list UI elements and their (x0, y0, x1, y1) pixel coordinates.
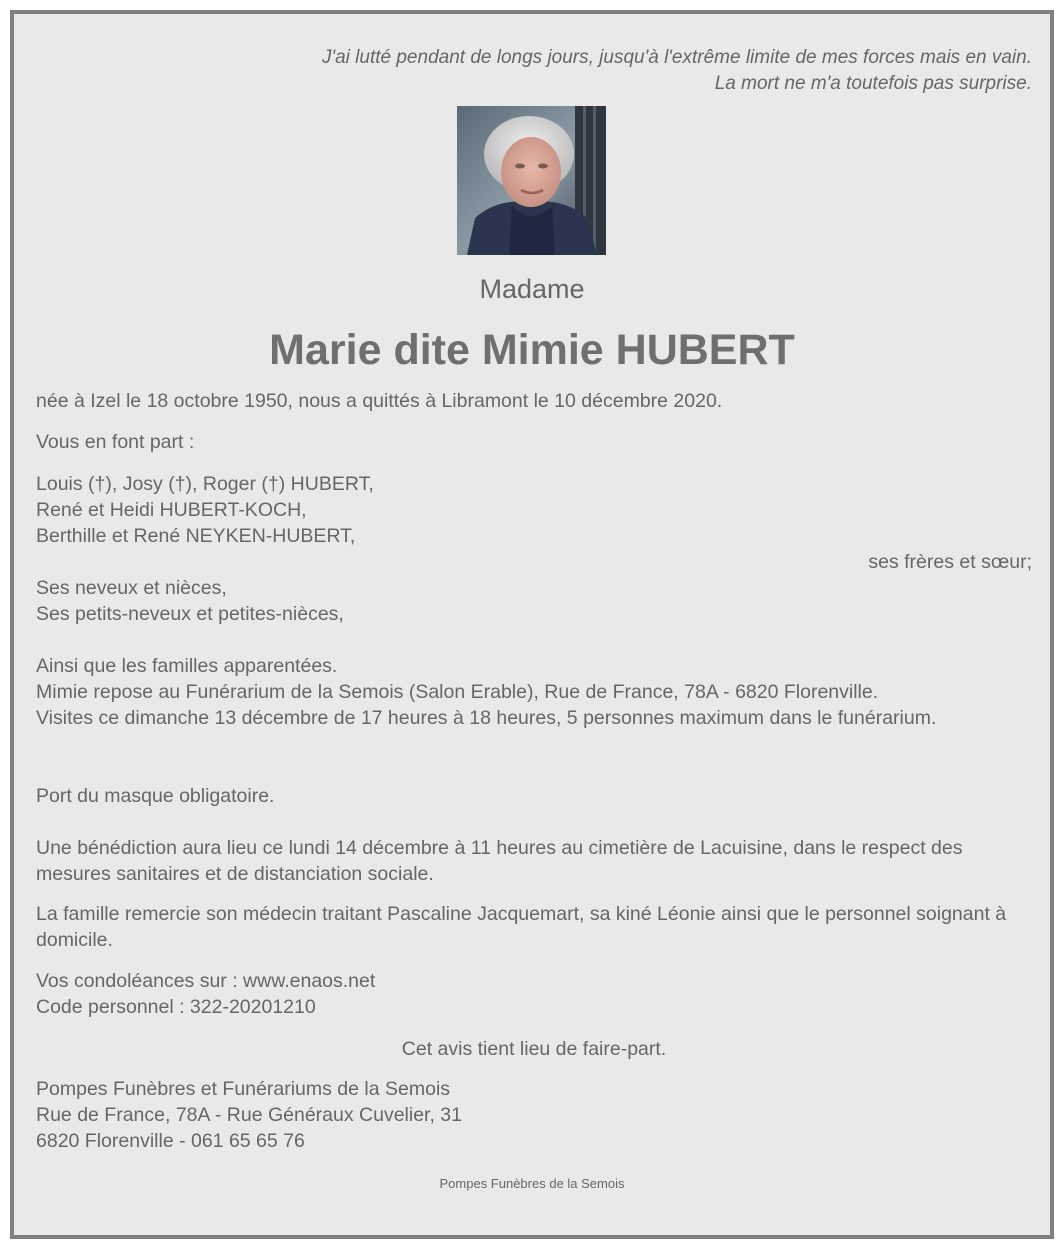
ceremony-block (36, 835, 1032, 887)
relatives-line: Ses neveux et nièces, (36, 577, 227, 599)
mask-text: Port du masque obligatoire. (36, 785, 275, 807)
family-member-line: Berthille et René NEYKEN-HUBERT, (36, 525, 356, 547)
thanks-block (36, 901, 1032, 953)
birth-death-text: née à Izel le 18 octobre 1950, nous a quittés à Libramont le 10 décembre 2020. (36, 390, 723, 412)
arrangements-block (36, 653, 1032, 731)
family-member-line: Louis (†), Josy (†), Roger (†) HUBERT, (36, 473, 374, 495)
funeral-home-address: Rue de France, 78A - Rue Généraux Cuvelier, 31 (36, 1104, 462, 1126)
visits-text: Visites ce dimanche 13 décembre de 17 heures à 18 heures, 5 personnes maximum dans le funérarium. (36, 707, 937, 729)
epigraph-quote (322, 45, 1032, 97)
funeral-home-name: Pompes Funèbres et Funérariums de la Semois (36, 1078, 451, 1100)
notice-text: Cet avis tient lieu de faire-part. (401, 1038, 667, 1060)
mask-notice (36, 783, 1032, 809)
funeral-home-block (36, 1076, 1032, 1154)
family-relation: ses frères et sœur; (868, 551, 1032, 573)
ceremony-text: Une bénédiction aura lieu ce lundi 14 décembre à 11 heures au cimetière de Lacuisine, dans le respect des mesures sanitaires et de distanciation sociale. (36, 837, 963, 885)
quote-line-1: J'ai lutté pendant de longs jours, jusqu'à l'extrême limite de mes forces mais en vain. (321, 47, 1032, 68)
family-member-line: René et Heidi HUBERT-KOCH, (36, 499, 307, 521)
relatives-line: Ses petits-neveux et petites-nièces, (36, 603, 344, 625)
birth-death-line (36, 388, 1032, 414)
families-text: Ainsi que les familles apparentées. (36, 655, 338, 677)
notice-line (36, 1036, 1032, 1062)
funeral-home-city-phone: 6820 Florenville - 061 65 65 76 (36, 1130, 305, 1152)
deceased-portrait-photo (457, 106, 606, 255)
honorific-title: Madame (479, 274, 585, 304)
thanks-text: La famille remercie son médecin traitant Pascaline Jacquemart, sa kiné Léonie ainsi que le personnel soignant à domicile. (36, 903, 1007, 951)
quote-line-2: La mort ne m'a toutefois pas surprise. (714, 73, 1032, 94)
rest-place-text: Mimie repose au Funérarium de la Semois (Salon Erable), Rue de France, 78A - 6820 Florenville. (36, 681, 879, 703)
personal-code-text: Code personnel : 322-20201210 (36, 996, 316, 1018)
condolences-text: Vos condoléances sur : www.enaos.net (36, 970, 376, 992)
footer-signature: Pompes Funèbres de la Semois (439, 1176, 625, 1191)
deceased-name: Marie dite Mimie HUBERT (269, 326, 795, 374)
obituary-card (10, 10, 1054, 1239)
condolences-block (36, 968, 1032, 1020)
announcement-intro (36, 429, 1032, 455)
intro-text: Vous en font part : (36, 431, 195, 453)
family-list (36, 471, 1032, 627)
